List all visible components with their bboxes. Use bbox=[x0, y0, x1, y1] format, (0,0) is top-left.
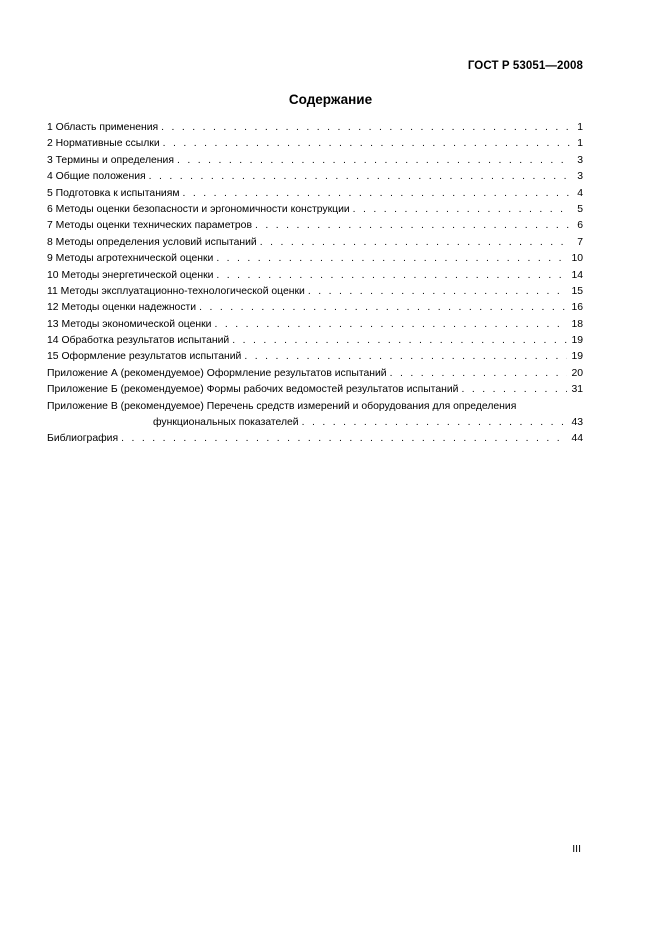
toc-leader-dots bbox=[232, 333, 567, 349]
toc-entry[interactable] bbox=[47, 268, 583, 284]
toc-entry-label: 8 Методы определения условий испытаний bbox=[47, 236, 257, 248]
toc-entry-page: 10 bbox=[571, 253, 583, 265]
toc-entry-label: Приложение Б (рекомендуемое) Формы рабочих ведомостей результатов испытаний bbox=[47, 384, 459, 396]
toc-entry[interactable] bbox=[47, 169, 583, 185]
toc-entry[interactable] bbox=[47, 202, 583, 218]
toc-entry-page: 44 bbox=[571, 433, 583, 445]
toc-entry-label: 12 Методы оценки надежности bbox=[47, 302, 197, 314]
toc-entry-label: 10 Методы энергетической оценки bbox=[47, 269, 214, 281]
toc-entry[interactable] bbox=[47, 136, 583, 152]
toc-entry-page: 3 bbox=[577, 154, 583, 166]
toc-entry-label: 1 Область применения bbox=[47, 122, 159, 133]
toc-entry[interactable] bbox=[47, 218, 583, 234]
page-number: III bbox=[572, 843, 581, 855]
toc-entry-page: 14 bbox=[571, 269, 583, 281]
toc-entry-page: 19 bbox=[571, 335, 583, 347]
toc-leader-dots bbox=[461, 382, 567, 398]
toc-entry-page: 20 bbox=[571, 367, 583, 379]
toc-entry-bibliography[interactable] bbox=[47, 431, 583, 447]
toc-entry-label: 13 Методы экономической оценки bbox=[47, 318, 212, 330]
toc-leader-dots bbox=[353, 202, 571, 218]
toc-entry[interactable] bbox=[47, 284, 583, 300]
toc-entry-label: 3 Термины и определения bbox=[47, 154, 174, 166]
toc-leader-dots bbox=[163, 136, 571, 152]
toc-entry-label: 9 Методы агротехнической оценки bbox=[47, 253, 214, 265]
toc-entry-label: 6 Методы оценки безопасности и эргономичности конструкции bbox=[47, 203, 350, 215]
toc-leader-dots bbox=[199, 300, 567, 316]
toc-entry-label-line2: функциональных показателей bbox=[153, 417, 299, 429]
toc-entry-page: 7 bbox=[577, 236, 583, 248]
table-of-contents bbox=[47, 120, 583, 448]
toc-entry-label: 15 Оформление результатов испытаний bbox=[47, 351, 242, 363]
toc-entry[interactable] bbox=[47, 300, 583, 316]
toc-entry[interactable] bbox=[47, 366, 583, 382]
toc-entry-label: Приложение А (рекомендуемое) Оформление результатов испытаний bbox=[47, 367, 387, 379]
toc-entry-page: 16 bbox=[571, 302, 583, 314]
toc-leader-dots bbox=[177, 153, 571, 169]
toc-leader-dots bbox=[302, 415, 568, 431]
toc-leader-dots bbox=[244, 349, 567, 365]
toc-leader-dots bbox=[308, 284, 568, 300]
toc-leader-dots bbox=[214, 317, 567, 333]
toc-entry-label: 2 Нормативные ссылки bbox=[47, 138, 160, 150]
toc-entry[interactable] bbox=[47, 153, 583, 169]
toc-entry-label-line1: Приложение В (рекомендуемое) Перечень средств измерений и оборудования для определения bbox=[47, 400, 517, 412]
toc-leader-dots bbox=[255, 218, 571, 234]
toc-leader-dots bbox=[161, 120, 571, 136]
toc-leader-dots bbox=[390, 366, 568, 382]
toc-entry[interactable] bbox=[47, 235, 583, 251]
toc-entry-page: 6 bbox=[577, 220, 583, 232]
toc-leader-dots bbox=[149, 169, 571, 185]
toc-entry-label: 11 Методы эксплуатационно-технологической оценки bbox=[47, 285, 305, 297]
toc-entry-page: 5 bbox=[577, 203, 583, 215]
toc-entry[interactable] bbox=[47, 120, 583, 136]
toc-entry-label: Библиография bbox=[47, 433, 119, 445]
document-code: ГОСТ Р 53051—2008 bbox=[467, 60, 583, 72]
toc-entry-page: 15 bbox=[571, 285, 583, 297]
toc-entry-page: 31 bbox=[571, 384, 583, 396]
toc-leader-dots bbox=[216, 268, 567, 284]
toc-entry-label: 5 Подготовка к испытаниям bbox=[47, 187, 180, 199]
toc-leader-dots bbox=[216, 251, 567, 267]
toc-entry[interactable] bbox=[47, 349, 583, 365]
toc-entry-page: 18 bbox=[571, 318, 583, 330]
toc-entry-page: 43 bbox=[571, 417, 583, 429]
toc-entry-page: 3 bbox=[577, 171, 583, 183]
toc-entry-label: 4 Общие положения bbox=[47, 171, 146, 183]
toc-entry-multiline[interactable] bbox=[47, 399, 583, 432]
toc-entry-page: 4 bbox=[577, 187, 583, 199]
toc-entry[interactable] bbox=[47, 251, 583, 267]
toc-entry-page: 1 bbox=[577, 138, 583, 150]
toc-entry-page: 19 bbox=[571, 351, 583, 363]
toc-entry[interactable] bbox=[47, 333, 583, 349]
toc-leader-dots bbox=[183, 186, 571, 202]
toc-entry[interactable] bbox=[47, 186, 583, 202]
toc-leader-dots bbox=[260, 235, 571, 251]
toc-title: Содержание bbox=[288, 92, 373, 107]
toc-entry-page: 1 bbox=[577, 122, 583, 133]
toc-entry[interactable] bbox=[47, 382, 583, 398]
toc-entry-label: 7 Методы оценки технических параметров bbox=[47, 220, 252, 232]
toc-leader-dots bbox=[121, 431, 567, 447]
toc-entry[interactable] bbox=[47, 317, 583, 333]
toc-entry-label: 14 Обработка результатов испытаний bbox=[47, 335, 230, 347]
